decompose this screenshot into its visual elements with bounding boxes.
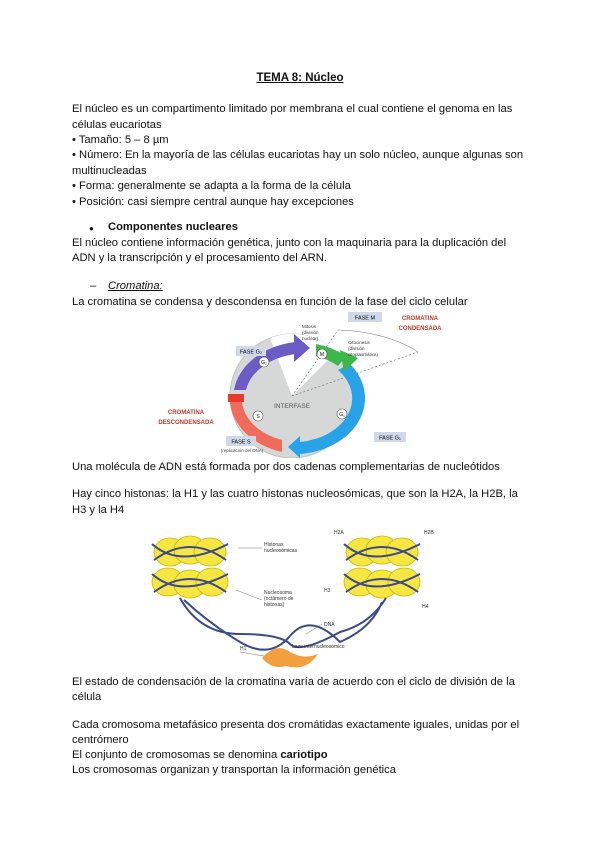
mitosis-label-1: Mitosis <box>302 324 317 329</box>
histonas-nucleosomicas-1: Histonas <box>264 542 284 548</box>
nucleosoma-label-2: (octámero de <box>264 596 294 602</box>
cell-cycle-figure <box>150 306 460 458</box>
cromosomas-line-4: Los cromosomas organizan y transportan la información genética <box>72 764 396 776</box>
interfase-label: INTERFASE <box>273 403 311 410</box>
bullet-posicion: • Posición: casi siempre central aunque hay excepciones <box>72 196 354 208</box>
cromatina-descondensada-2: DESCONDENSADA <box>158 420 214 426</box>
bullet-numero: • Número: En la mayoría de las células eucariotas hay un solo núcleo, aunque algunas son <box>72 149 524 161</box>
cariotipo-term: cariotipo <box>280 749 328 761</box>
sub-dash: – <box>90 280 97 292</box>
h1-histone <box>262 648 318 667</box>
histonas-line-1: Hay cinco histonas: la H1 y las cuatro histonas nucleosómicas, que son la H2A, la H2B, la <box>72 488 518 500</box>
nucleosome-figure <box>140 524 440 672</box>
histonas-nucleosomicas-2: nucleosómicas <box>264 548 298 554</box>
fase-s-label: FASE S <box>231 439 251 446</box>
fase-s-sublabel: (replicación del DNA) <box>220 448 264 453</box>
sub-heading-cromatina: Cromatina: <box>108 280 163 292</box>
bullet-numero-cont: multinucleadas <box>72 165 147 177</box>
nucleosoma-label-1: Nucleosoma <box>264 590 292 596</box>
section-heading-componentes: Componentes nucleares <box>108 221 238 233</box>
section1-line-1: El núcleo contiene información genética, junto con la maquinaria para la duplicación del <box>72 237 507 249</box>
h4-label: H4 <box>422 604 429 610</box>
m-circle-label: M <box>319 352 325 358</box>
fase-g1-label: FASE G₁ <box>379 435 401 442</box>
histonas-line-2: H3 y la H4 <box>72 504 125 516</box>
g2-circle-label: G₂ <box>261 360 267 366</box>
cromatina-condensada-2: CONDENSADA <box>398 326 442 332</box>
h3-label: H3 <box>324 588 331 594</box>
condensacion-line-2: célula <box>72 691 102 703</box>
s-circle-label: S <box>256 414 260 420</box>
cromosomas-line-1: Cada cromosoma metafásico presenta dos cromátidas exactamente iguales, unidas por el <box>72 719 520 731</box>
cariotipo-pre: El conjunto de cromosomas se denomina <box>72 749 281 761</box>
h1-label: H1 <box>240 646 247 652</box>
fase-m-label: FASE M <box>354 315 376 322</box>
cromosomas-line-2: centrómero <box>72 734 129 746</box>
cromosomas-line-3 <box>72 748 328 764</box>
section1-line-2: ADN y la transcripción y el procesamiento del ARN. <box>72 252 327 264</box>
intro-line-2: células eucariotas <box>72 119 162 131</box>
citocinesis-label-3: citoplasmática) <box>348 352 379 357</box>
citocinesis-label-2: (división <box>348 346 365 351</box>
bullet-tamano: • Tamaño: 5 – 8 µm <box>72 134 169 146</box>
page-title: TEMA 8: Núcleo <box>256 72 344 84</box>
left-nucleosome <box>152 536 228 598</box>
citocinesis-label-1: Citocinesis <box>348 340 370 345</box>
sub1-line-1: La cromatina se condensa y descondensa en función de la fase del ciclo celular <box>72 296 468 308</box>
right-nucleosome <box>344 536 420 598</box>
h2a-label: H2A <box>334 530 344 536</box>
mitosis-label-2: (división <box>302 330 319 335</box>
bullet-forma: • Forma: generalmente se adapta a la forma de la célula <box>72 180 351 192</box>
section-bullet-icon: ● <box>89 224 94 233</box>
condensacion-line-1: El estado de condensación de la cromatina varía de acuerdo con el ciclo de división de la <box>72 676 515 688</box>
dna-label: DNA <box>324 622 335 628</box>
fase-g2-label: FASE G₂ <box>239 349 263 356</box>
nucleosoma-label-3: histonas) <box>264 602 285 608</box>
g1-circle-label: G₁ <box>339 412 345 418</box>
lazo-label: Lazo internucleosómico <box>292 644 345 650</box>
cromatina-condensada-1: CROMATINA <box>401 316 439 322</box>
intro-line-1: El núcleo es un compartimento limitado por membrana el cual contiene el genoma en las <box>72 103 513 115</box>
h2b-label: H2B <box>424 530 434 536</box>
adn-line: Una molécula de ADN está formada por dos cadenas complementarias de nucleótidos <box>72 461 500 473</box>
mitosis-label-3: nuclear) <box>302 336 319 341</box>
cromatina-descondensada-1: CROMATINA <box>167 410 205 416</box>
